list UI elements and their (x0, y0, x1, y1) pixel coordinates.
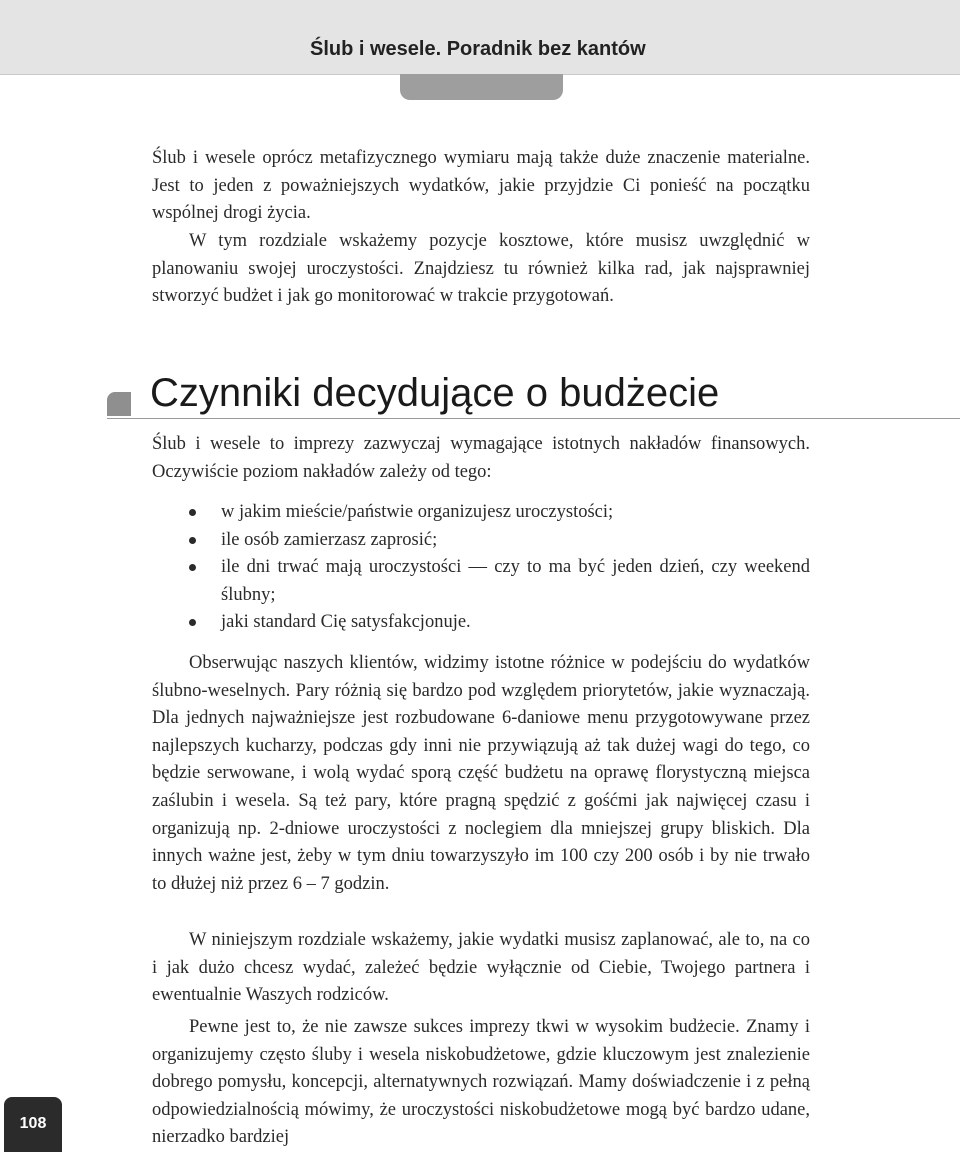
bullet-item: jaki standard Cię satysfakcjonuje. (152, 609, 810, 637)
section-lead-paragraph: Ślub i wesele to imprezy zazwyczaj wymagające istotnych nakładów finansowych. Oczywiście poziom nakładów zależy od tego: (152, 434, 810, 482)
bullet-item: ile osób zamierzasz zaprosić; (152, 527, 810, 555)
section-marker-icon (107, 392, 131, 416)
bullet-item: w jakim mieście/państwie organizujesz uroczystości; (152, 499, 810, 527)
bullet-item: ile dni trwać mają uroczystości — czy to ma być jeden dzień, czy weekend ślubny; (152, 554, 810, 609)
section-heading: Czynniki decydujące o budżecie (150, 371, 720, 415)
header-tab-decoration (400, 74, 563, 100)
section-divider (107, 418, 960, 419)
page-number-badge (4, 1097, 62, 1152)
body-paragraph-1: Obserwując naszych klientów, widzimy istotne różnice w podejściu do wydatków ślubno-weselnych. Pary różnią się bardzo pod względem priorytetów, jakie wyznaczają. Dla jednych najważniejsze jest rozbudowane 6-daniowe menu przygotowywane przez najlepszych kucharzy, podczas gdy inni nie przywiązują aż tak dużej wagi do tego, co będzie serwowane, i wolą wydać sporą część budżetu na oprawę florystyczną miejsca zaślubin i wesela. Są też pary, które pragną spędzić z gośćmi jak najwięcej czasu i organizują np. 2-dniowe uroczystości z noclegiem dla mniejszej grupy bliskich. Dla innych ważne jest, żeby w tym dniu towarzyszyło im 100 czy 200 osób i by nie trwało to dłużej niż przez 6 – 7 godzin. (152, 653, 810, 894)
body-paragraph-3: Pewne jest to, że nie zawsze sukces imprezy tkwi w wysokim budżecie. Znamy i organizujemy często śluby i wesela niskobudżetowe, gdzie kluczowym jest znalezienie dobrego pomysłu, koncepcji, alternatywnych rozwiązań. Mamy doświadczenie i z pełną odpowiedzialnością mówimy, że uroczystości niskobudżetowe mogą być bardzo udane, nierzadko bardziej (152, 1017, 810, 1148)
intro-paragraph-2: W tym rozdziale wskażemy pozycje kosztowe, które musisz uwzględnić w planowaniu swojej uroczystości. Znajdziesz tu również kilka rad, jak najsprawniej stworzyć budżet i jak go monitorować w trakcie przygotowań. (152, 231, 810, 307)
intro-paragraph-1: Ślub i wesele oprócz metafizycznego wymiaru mają także duże znaczenie materialne. Jest to jeden z poważniejszych wydatków, jakie przyjdzie Ci ponieść na początku wspólnej drogi życia. (152, 148, 810, 224)
running-header (0, 0, 960, 75)
factors-bullet-list (152, 499, 810, 637)
page-number: 108 (19, 1115, 47, 1132)
body-paragraph-2: W niniejszym rozdziale wskażemy, jakie wydatki musisz zaplanować, ale to, na co i jak dużo chcesz wydać, zależeć będzie wyłącznie od Ciebie, Twojego partnera i ewentualnie Waszych rodziców. (152, 930, 810, 1006)
running-header-title: Ślub i wesele. Poradnik bez kantów (310, 38, 646, 60)
